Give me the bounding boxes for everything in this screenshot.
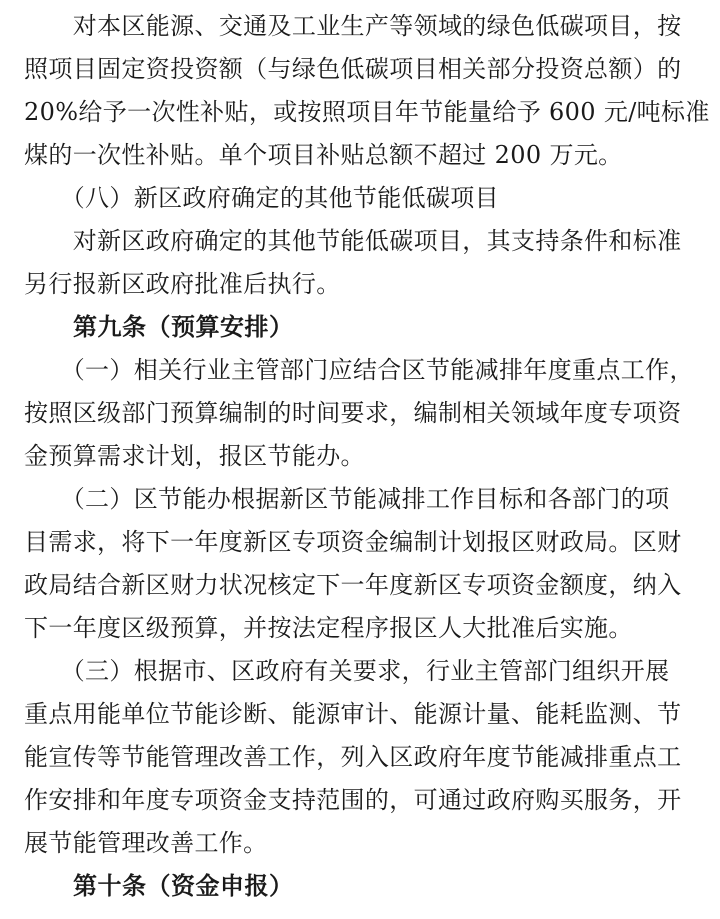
text-line: 对本区能源、交通及工业生产等领域的绿色低碳项目，按 <box>24 12 682 40</box>
text-line: （一）相关行业主管部门应结合区节能减排年度重点工作， <box>24 356 694 384</box>
text-line: 另行报新区政府批准后执行。 <box>24 270 341 298</box>
text-line: （二）区节能办根据新区节能减排工作目标和各部门的项 <box>24 485 670 513</box>
sub-heading: （八）新区政府确定的其他节能低碳项目 <box>24 184 499 212</box>
text-line: 金预算需求计划，报区节能办。 <box>24 442 365 470</box>
text-line: 下一年度区级预算，并按法定程序报区人大批准后实施。 <box>24 614 633 642</box>
article-heading: 第十条（资金申报） <box>24 871 294 900</box>
text-line: 目需求，将下一年度新区专项资金编制计划报区财政局。区财 <box>24 528 682 556</box>
article-heading: 第九条（预算安排） <box>24 312 294 341</box>
text-line: 作安排和年度专项资金支持范围的，可通过政府购买服务，开 <box>24 786 682 814</box>
text-line: （三）根据市、区政府有关要求，行业主管部门组织开展 <box>24 657 670 685</box>
text-line: 政局结合新区财力状况核定下一年度新区专项资金额度，纳入 <box>24 571 682 599</box>
text-line: 20%给予一次性补贴，或按照项目年节能量给予 600 元/吨标准 <box>24 98 710 126</box>
text-line: 能宣传等节能管理改善工作，列入区政府年度节能减排重点工 <box>24 743 682 771</box>
text-line: 重点用能单位节能诊断、能源审计、能源计量、能耗监测、节 <box>24 700 682 728</box>
text-line: 对新区政府确定的其他节能低碳项目，其支持条件和标准 <box>24 227 682 255</box>
text-line: 按照区级部门预算编制的时间要求，编制相关领域年度专项资 <box>24 399 682 427</box>
text-line: 照项目固定资投资额（与绿色低碳项目相关部分投资总额）的 <box>24 55 682 83</box>
text-line: 煤的一次性补贴。单个项目补贴总额不超过 200 万元。 <box>24 141 623 169</box>
text-line: 展节能管理改善工作。 <box>24 829 268 857</box>
